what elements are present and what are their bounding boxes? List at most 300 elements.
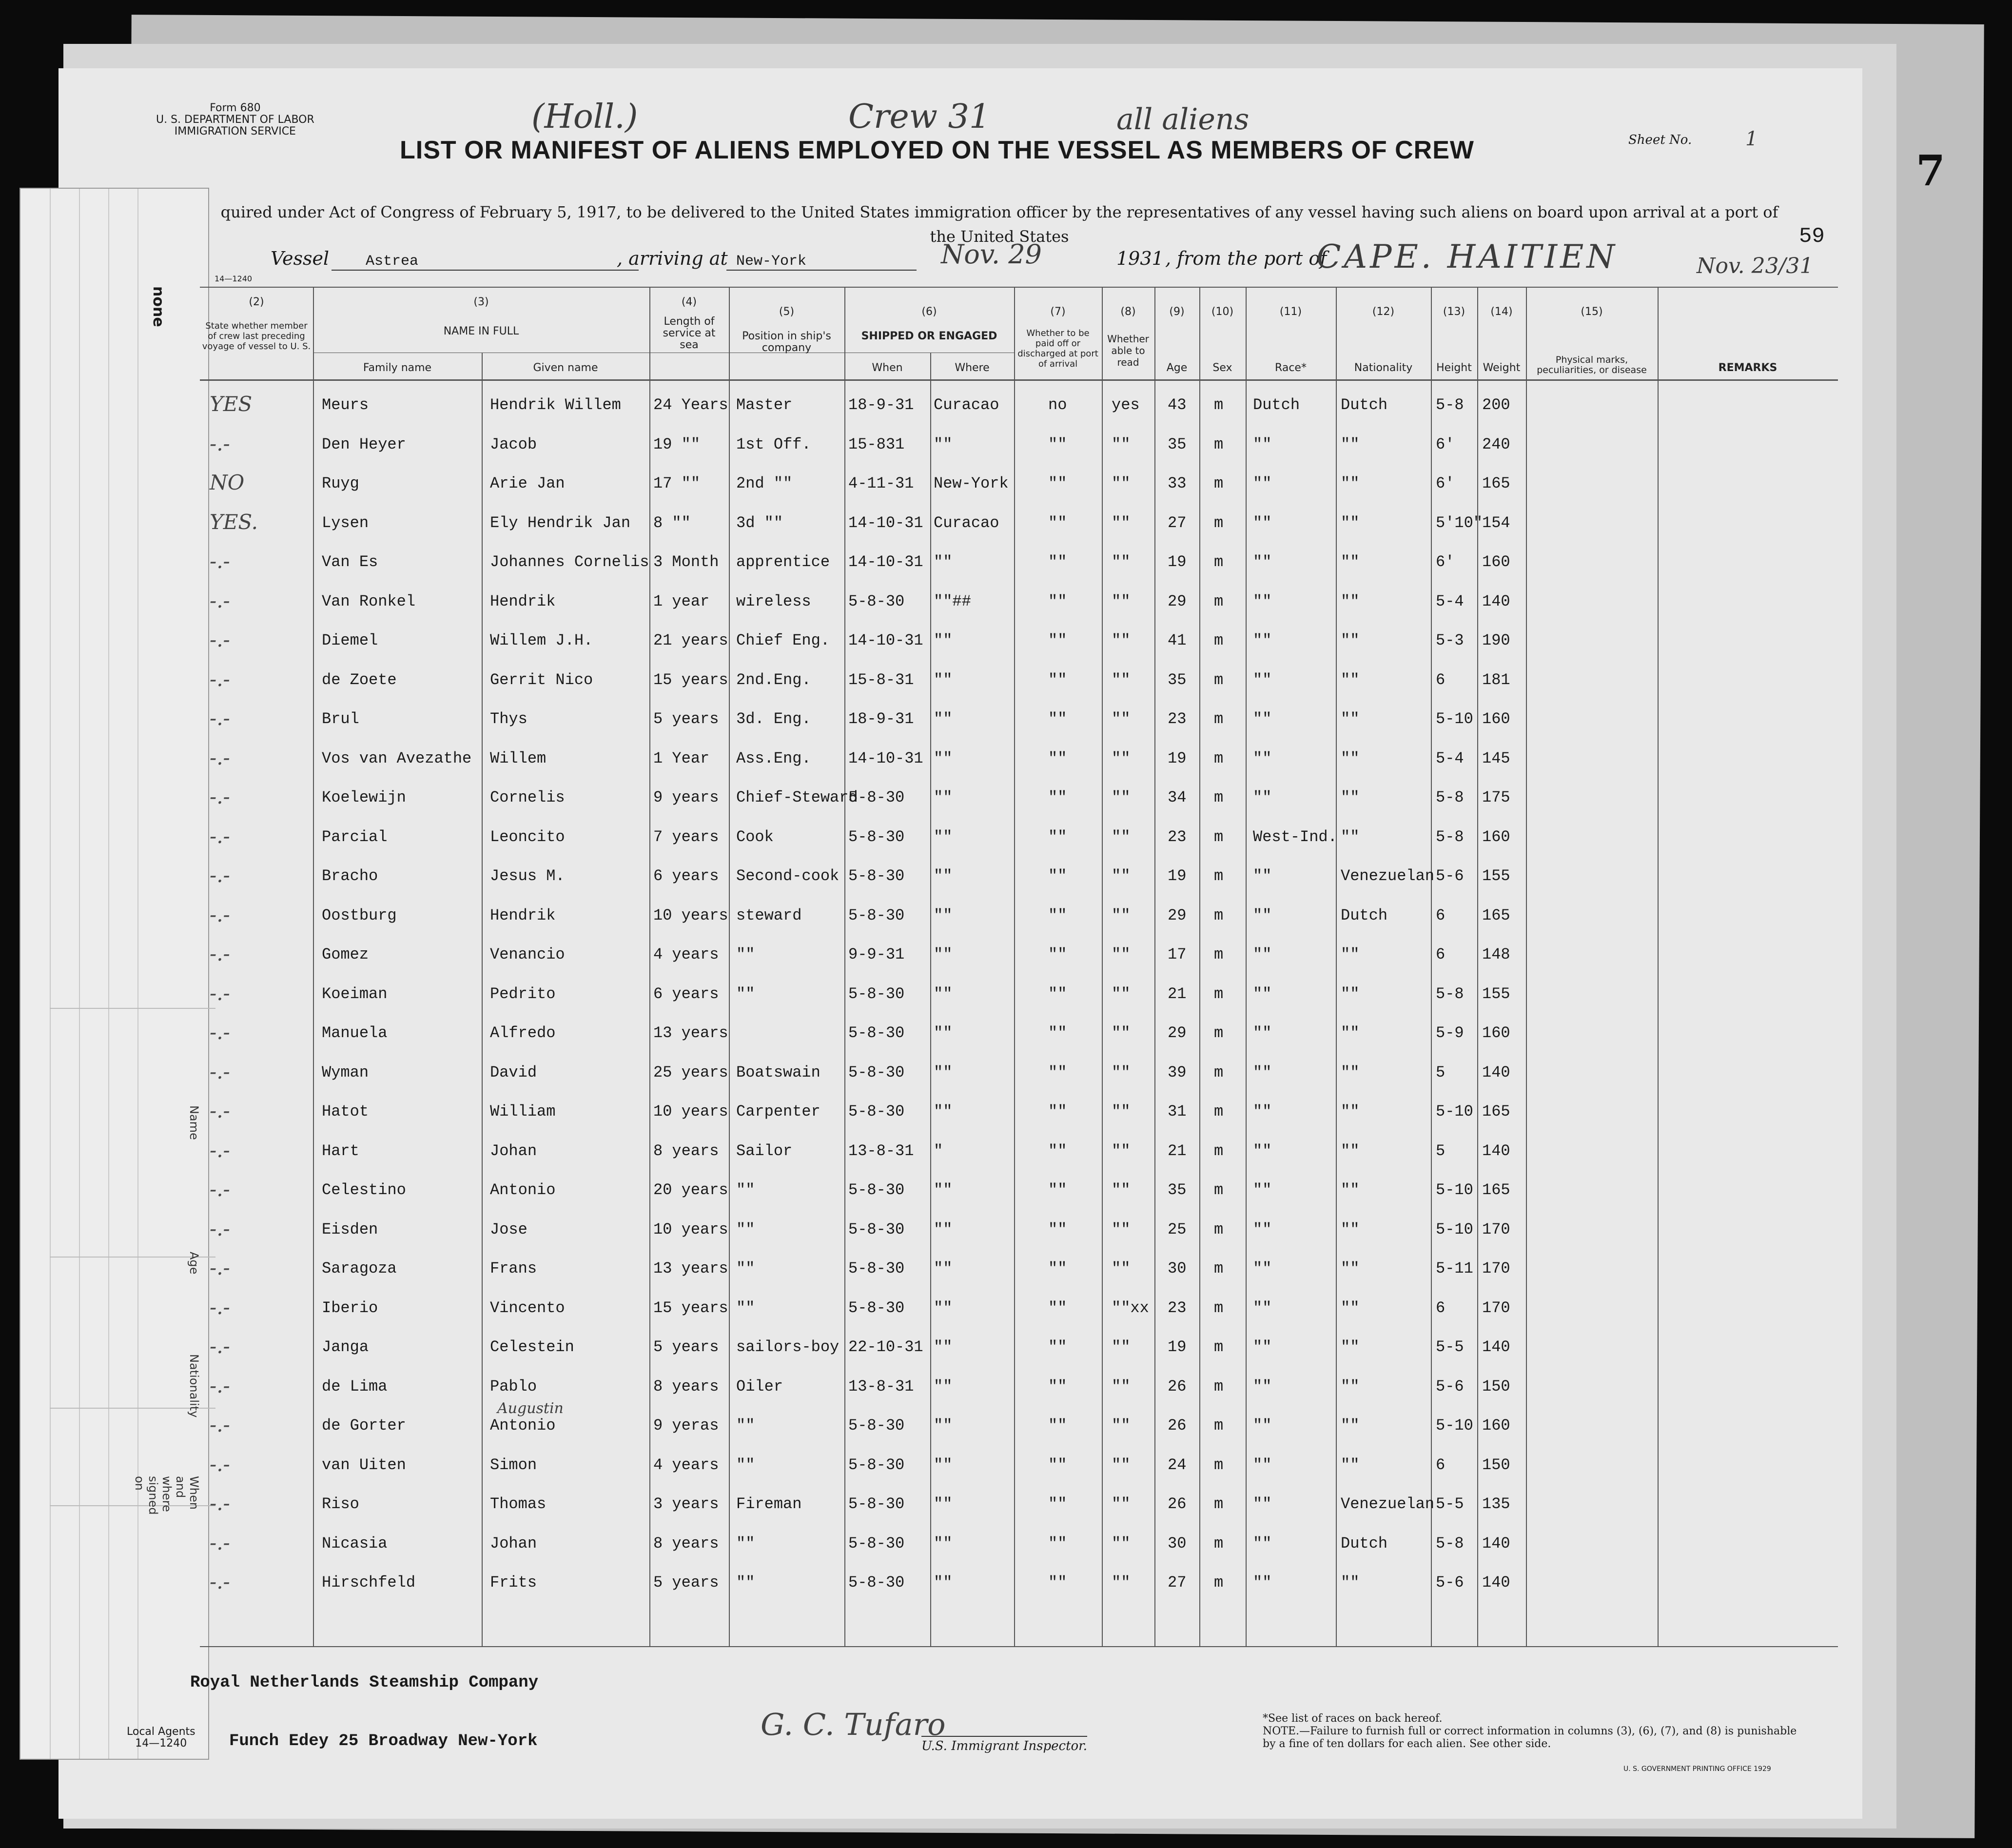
family-name: Nicasia [322,1534,388,1553]
height: 6 [1436,1455,1446,1474]
col3-num: (3) [473,296,489,308]
vessel-label: Vessel [271,248,330,269]
arriving-field [726,248,917,271]
age: 19 [1168,749,1187,767]
paid-off: "" [1048,1220,1067,1239]
given-name: Alfredo [490,1024,556,1042]
col12-header: Nationality [1354,362,1413,374]
height: 5-10 [1436,1220,1473,1239]
shipped-when: 5-8-30 [848,906,905,924]
weight: 140 [1482,1141,1510,1160]
shipped-where: "" [934,710,953,728]
able-to-read: "" [1112,1455,1131,1474]
race: "" [1253,1338,1272,1356]
weight: 165 [1482,1102,1510,1121]
paid-off: "" [1048,670,1067,689]
height: 6 [1436,945,1446,963]
printer-credit: U. S. GOVERNMENT PRINTING OFFICE 1929 [1623,1765,1771,1773]
able-to-read: "" [1112,749,1131,767]
shipped-when: 22-10-31 [848,1338,923,1356]
paid-off: no [1048,396,1067,414]
race: "" [1253,906,1272,924]
service-length: 15 years [653,670,728,689]
race: "" [1253,553,1272,571]
sex: m [1214,1573,1224,1592]
sex: m [1214,513,1224,532]
service-length: 10 years [653,1220,728,1239]
position: wireless [736,592,811,610]
height: 5-8 [1436,984,1464,1003]
able-to-read: ""xx [1112,1298,1149,1317]
race: "" [1253,670,1272,689]
age: 41 [1168,631,1187,649]
weight: 148 [1482,945,1510,963]
age: 25 [1168,1220,1187,1239]
nationality: "" [1341,710,1360,728]
footnotes [1263,1712,1799,1750]
weight: 160 [1482,710,1510,728]
age: 21 [1168,984,1187,1003]
table-row [200,1562,1838,1601]
col11-num: (11) [1279,306,1302,318]
col4-header: Length of service at sea [663,315,716,351]
nationality: "" [1341,474,1360,492]
given-name: David [490,1063,537,1081]
family-name: Iberio [322,1298,378,1317]
position: Boatswain [736,1063,820,1081]
shipped-when: 5-8-30 [848,1416,905,1435]
family-name: Wyman [322,1063,369,1081]
paid-off: "" [1048,1298,1067,1317]
position: Oiler [736,1377,783,1396]
col9-header: Age [1166,362,1188,374]
family-name: Hart [322,1141,359,1160]
race: West-Ind. [1253,827,1337,846]
weight: 140 [1482,1573,1510,1592]
arrival-year: 1931 [1116,248,1164,269]
col13-header: Height [1436,362,1472,374]
given-name: Frans [490,1259,537,1278]
strip-divider [50,1008,215,1009]
height: 5-8 [1436,1534,1464,1553]
col10-header: Sex [1212,362,1232,374]
prev-voyage: -.- [210,1216,230,1240]
given-name: Vincento [490,1298,565,1317]
form-small-code: 14—1240 [215,274,253,283]
prev-voyage: -.- [210,942,230,965]
weight: 145 [1482,749,1510,767]
table-row [200,1523,1838,1562]
table-row [200,541,1838,580]
shipped-where: "" [934,1024,953,1042]
table-row [200,1130,1838,1169]
sex: m [1214,670,1224,689]
col11-header: Race* [1275,362,1307,374]
paid-off: "" [1048,1102,1067,1121]
position: Carpenter [736,1102,820,1121]
nationality: Dutch [1341,1534,1388,1553]
height: 6' [1436,553,1455,571]
departure-date: Nov. 23/31 [1697,254,1814,278]
table-row [200,1052,1838,1091]
position: Second-cook [736,867,840,885]
nationality: "" [1341,670,1360,689]
service-length: 4 years [653,1455,719,1474]
shipped-where: New-York [934,474,1009,492]
able-to-read: "" [1112,435,1131,453]
weight: 154 [1482,513,1510,532]
height: 5-4 [1436,749,1464,767]
shipped-when: 18-9-31 [848,396,914,414]
weight: 170 [1482,1220,1510,1239]
form-service: IMMIGRATION SERVICE [174,125,296,138]
col6-header: SHIPPED OR ENGAGED [861,330,997,342]
prev-voyage: -.- [210,824,230,848]
age: 19 [1168,553,1187,571]
table-row [200,1248,1838,1287]
strip-rule [50,189,51,1759]
prev-voyage: -.- [210,1373,230,1397]
weight: 155 [1482,867,1510,885]
col2-num: (2) [249,296,264,308]
able-to-read: "" [1112,1416,1131,1435]
age: 26 [1168,1377,1187,1396]
form-identifier [156,102,314,138]
strip-rule [137,189,138,1759]
race: "" [1253,1181,1272,1199]
age: 23 [1168,1298,1187,1317]
height: 6 [1436,906,1446,924]
family-name: Janga [322,1338,369,1356]
family-name: Koelewijn [322,788,406,806]
shipped-where: ""## [934,592,971,610]
service-length: 1 Year [653,749,710,767]
nationality: "" [1341,553,1360,571]
service-length: 10 years [653,1102,728,1121]
prev-voyage: -.- [210,1530,230,1554]
prev-voyage: -.- [210,1020,230,1044]
shipped-when: 5-8-30 [848,1534,905,1553]
given-name: Thomas [490,1495,547,1513]
table-row [200,1326,1838,1365]
prev-voyage: -.- [210,745,230,769]
prev-voyage: -.- [210,1059,230,1083]
age: 27 [1168,513,1187,532]
weight: 170 [1482,1298,1510,1317]
sex: m [1214,474,1224,492]
sex: m [1214,1338,1224,1356]
able-to-read: "" [1112,1573,1131,1592]
age: 26 [1168,1416,1187,1435]
able-to-read: "" [1112,827,1131,846]
shipped-where: "" [934,435,953,453]
table-row [200,973,1838,1012]
family-name: Celestino [322,1181,406,1199]
shipped-where: "" [934,906,953,924]
handwritten-all-aliens: all aliens [1116,102,1250,137]
prev-voyage: -.- [210,1570,230,1593]
height: 5-10 [1436,1181,1473,1199]
nationality: "" [1341,513,1360,532]
nationality: "" [1341,1338,1360,1356]
given-name: Willem [490,749,547,767]
col9-num: (9) [1169,306,1185,318]
age: 35 [1168,1181,1187,1199]
paid-off: "" [1048,1063,1067,1081]
race: "" [1253,1377,1272,1396]
family-name: Meurs [322,396,369,414]
height: 5-6 [1436,1573,1464,1592]
nationality: Dutch [1341,906,1388,924]
local-agents-code: 14—1240 [135,1737,187,1750]
height: 5'10" [1436,513,1483,532]
weight: 175 [1482,788,1510,806]
position: sailors-boy [736,1338,840,1356]
prev-voyage: -.- [210,1099,230,1122]
able-to-read: "" [1112,1495,1131,1513]
shipped-when: 5-8-30 [848,1063,905,1081]
weight: 165 [1482,1181,1510,1199]
height: 5-10 [1436,1416,1473,1435]
prev-voyage: YES. [210,510,258,534]
service-length: 9 yeras [653,1416,719,1435]
height: 6 [1436,1298,1446,1317]
col5-num: (5) [779,306,795,318]
given-name: Johan [490,1534,537,1553]
race: "" [1253,945,1272,963]
table-row [200,620,1838,659]
height: 6' [1436,435,1455,453]
paid-off: "" [1048,788,1067,806]
nationality: "" [1341,1220,1360,1239]
service-length: 4 years [653,945,719,963]
strip-label-age: Age [187,1252,201,1275]
footnote-penalty: NOTE.—Failure to furnish full or correct information in columns (3), (6), (7), and (8) is punishable by a fine of ten dollars for each alien. See other side. [1263,1725,1797,1750]
nationality: "" [1341,1416,1360,1435]
sex: m [1214,1377,1224,1396]
family-name: Hirschfeld [322,1573,416,1592]
given-name: Arie Jan [490,474,565,492]
height: 5-9 [1436,1024,1464,1042]
race: "" [1253,1416,1272,1435]
given-name: Ely Hendrik Jan [490,513,631,532]
handwritten-holl: (Holl.) [531,98,638,136]
paid-off: "" [1048,827,1067,846]
position: "" [736,1416,755,1435]
nationality: "" [1341,984,1360,1003]
service-length: 3 years [653,1495,719,1513]
position: Fireman [736,1495,802,1513]
sex: m [1214,435,1224,453]
paid-off: "" [1048,906,1067,924]
nationality: "" [1341,788,1360,806]
able-to-read: "" [1112,984,1131,1003]
paid-off: "" [1048,435,1067,453]
shipped-when: 14-10-31 [848,631,923,649]
col4-num: (4) [681,296,697,308]
sex: m [1214,945,1224,963]
nationality: "" [1341,1573,1360,1592]
nationality: "" [1341,1102,1360,1121]
given-name: Celestein [490,1338,574,1356]
family-name: Eisden [322,1220,378,1239]
prev-voyage: -.- [210,981,230,1005]
height: 5-11 [1436,1259,1473,1278]
local-agents-label [127,1726,195,1750]
paid-off: "" [1048,1377,1067,1396]
paid-off: "" [1048,474,1067,492]
able-to-read: "" [1112,513,1131,532]
prev-voyage: -.- [210,628,230,651]
family-name: Brul [322,710,359,728]
sex: m [1214,1181,1224,1199]
remarks-header: REMARKS [1718,362,1778,374]
position: "" [736,1573,755,1592]
given-name: Johannes Cornelis [490,553,649,571]
service-length: 9 years [653,788,719,806]
table-row [200,659,1838,698]
service-length: 20 years [653,1181,728,1199]
position: steward [736,906,802,924]
age: 29 [1168,906,1187,924]
position: Chief-Steward [736,788,858,806]
age: 30 [1168,1534,1187,1553]
prev-voyage: -.- [210,1177,230,1201]
height: 5-5 [1436,1338,1464,1356]
local-agents-text: Local Agents [127,1726,195,1738]
service-length: 10 years [653,906,728,924]
nationality: "" [1341,435,1360,453]
age: 19 [1168,1338,1187,1356]
table-row [200,424,1838,463]
position: Ass.Eng. [736,749,811,767]
table-row [200,1012,1838,1051]
form-dept: U. S. DEPARTMENT OF LABOR [156,114,314,126]
table-row [200,1209,1838,1248]
sex: m [1214,1102,1224,1121]
shipped-when: 5-8-30 [848,1495,905,1513]
race: "" [1253,1141,1272,1160]
family-name: Oostburg [322,906,397,924]
shipped-where: "" [934,1455,953,1474]
paid-off: "" [1048,945,1067,963]
family-name: de Zoete [322,670,397,689]
strip-label-nationality: Nationality [187,1354,201,1418]
nationality: "" [1341,749,1360,767]
able-to-read: "" [1112,474,1131,492]
able-to-read: "" [1112,710,1131,728]
sex: m [1214,631,1224,649]
race: "" [1253,592,1272,610]
race: "" [1253,867,1272,885]
shipped-where: "" [934,1298,953,1317]
sex: m [1214,1141,1224,1160]
shipped-when: 5-8-30 [848,1298,905,1317]
prev-voyage: -.- [210,1295,230,1319]
family-name: Gomez [322,945,369,963]
col15-num: (15) [1581,306,1603,318]
shipped-when: 9-9-31 [848,945,905,963]
col-given-name: Given name [533,362,598,374]
weight: 140 [1482,1534,1510,1553]
race: "" [1253,710,1272,728]
strip-none-label: none [150,286,167,327]
service-length: 19 "" [653,435,701,453]
table-row [200,895,1838,934]
shipped-where: "" [934,749,953,767]
table-row [200,855,1838,894]
shipped-where: "" [934,670,953,689]
weight: 150 [1482,1377,1510,1396]
given-name: Hendrik [490,906,556,924]
prev-voyage: -.- [210,1256,230,1279]
col12-num: (12) [1372,306,1395,318]
shipped-when: 4-11-31 [848,474,914,492]
table-row [200,777,1838,816]
table-row [200,1169,1838,1208]
inspector-signature: G. C. Tufaro [761,1707,946,1742]
race: "" [1253,631,1272,649]
weight: 135 [1482,1495,1510,1513]
family-name: Saragoza [322,1259,397,1278]
table-row [200,581,1838,620]
shipped-where: Curacao [934,513,999,532]
sex: m [1214,1220,1224,1239]
prev-voyage: -.- [210,1334,230,1358]
height: 6' [1436,474,1455,492]
paid-off: "" [1048,867,1067,885]
paid-off: "" [1048,513,1067,532]
weight: 240 [1482,435,1510,453]
paid-off: "" [1048,1416,1067,1435]
family-name: Manuela [322,1024,388,1042]
nationality: "" [1341,1455,1360,1474]
form-number: Form 680 [210,102,261,114]
sex: m [1214,1298,1224,1317]
col3-header: NAME IN FULL [443,325,519,337]
paid-off: "" [1048,1259,1067,1278]
age: 17 [1168,945,1187,963]
weight: 190 [1482,631,1510,649]
col6-num: (6) [921,306,937,318]
weight: 160 [1482,827,1510,846]
shipped-where: "" [934,631,953,649]
given-name: Hendrik [490,592,556,610]
shipped-where: "" [934,1495,953,1513]
prev-voyage: -.- [210,431,230,455]
height: 5-8 [1436,827,1464,846]
shipped-when: 14-10-31 [848,749,923,767]
weight: 140 [1482,1338,1510,1356]
shipped-when: 5-8-30 [848,1259,905,1278]
service-length: 5 years [653,1338,719,1356]
shipped-when: 5-8-30 [848,984,905,1003]
nationality: "" [1341,1298,1360,1317]
service-length: 8 years [653,1534,719,1553]
nationality: Venezuelan [1341,1495,1435,1513]
table-bottom-rule [200,1646,1838,1647]
able-to-read: "" [1112,867,1131,885]
age: 34 [1168,788,1187,806]
prev-voyage: -.- [210,1138,230,1162]
vessel-name: Astrea [332,253,639,271]
able-to-read: "" [1112,1063,1131,1081]
table-row [200,384,1838,423]
sex: m [1214,592,1224,610]
col-family-name: Family name [363,362,432,374]
position: "" [736,984,755,1003]
position: "" [736,1455,755,1474]
